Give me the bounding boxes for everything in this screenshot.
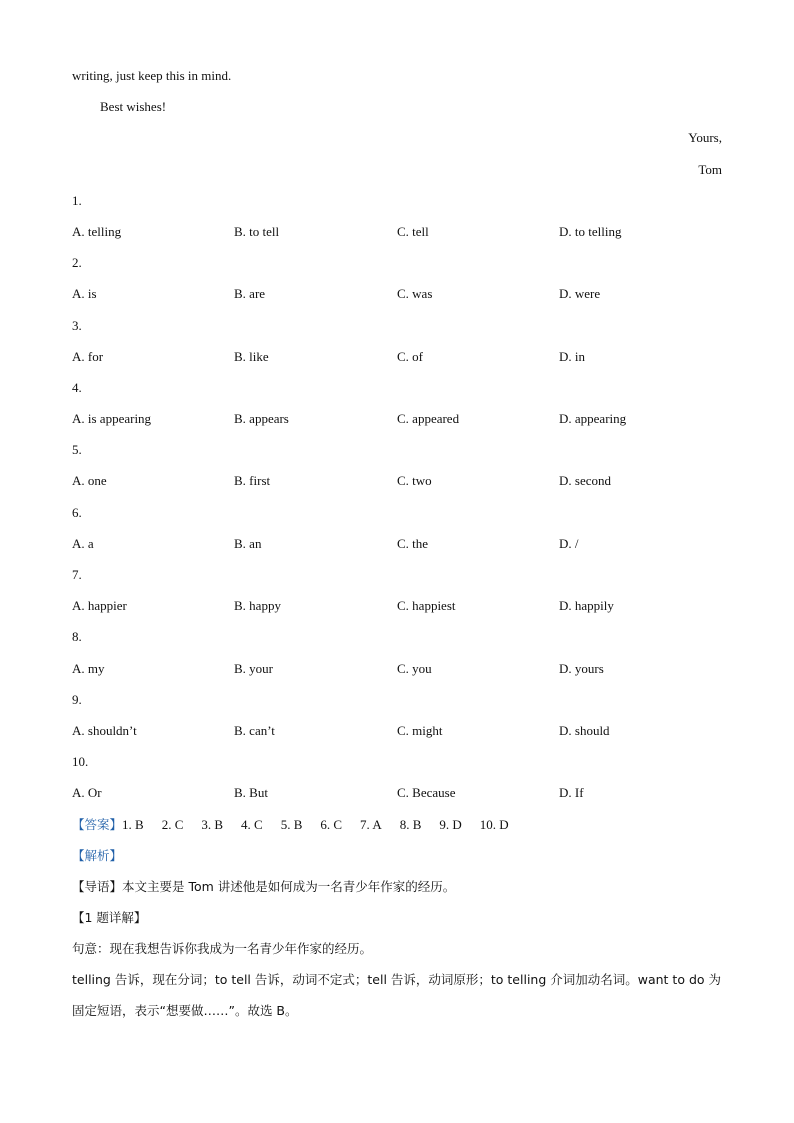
- option-a: A. is: [72, 286, 97, 302]
- option-c: C. of: [397, 348, 423, 364]
- option-a: A. happier: [72, 598, 127, 614]
- option-b: B. can’t: [234, 722, 275, 738]
- option-b: B. But: [234, 785, 268, 801]
- question-options: [72, 590, 722, 621]
- option-b: B. to tell: [234, 223, 280, 239]
- question-number: 5.: [72, 442, 82, 458]
- answer-key: [72, 809, 722, 840]
- option-c: C. two: [397, 473, 432, 489]
- question-options: [72, 341, 722, 372]
- option-c: C. Because: [397, 785, 456, 801]
- option-c: C. appeared: [397, 411, 460, 427]
- question-number: 2.: [72, 255, 82, 271]
- letter-sign-name: Tom: [698, 161, 722, 177]
- question-options: [72, 465, 722, 496]
- option-a: A. is appearing: [72, 411, 152, 427]
- answer-label: 【答案】: [72, 816, 123, 832]
- option-d: D. were: [559, 286, 601, 302]
- question-options: [72, 403, 722, 434]
- option-b: B. appears: [234, 411, 289, 427]
- option-d: D. in: [559, 348, 585, 364]
- option-d: D. second: [559, 473, 611, 489]
- question-number: 4.: [72, 379, 82, 395]
- answer-item: 9. D: [439, 816, 462, 832]
- answer-item: 5. B: [280, 816, 303, 832]
- answer-item: 7. A: [360, 816, 382, 832]
- question-number: 6.: [72, 504, 82, 520]
- guide-line: [72, 871, 722, 902]
- analysis-label: 【解析】: [72, 847, 123, 863]
- letter-wishes: Best wishes!: [100, 99, 167, 115]
- option-c: C. tell: [397, 223, 429, 239]
- option-d: D. should: [559, 722, 610, 738]
- answer-item: 10. D: [479, 816, 509, 832]
- question-options: [72, 278, 722, 309]
- option-d: D. to telling: [559, 223, 622, 239]
- guide-label: 【导语】: [72, 878, 123, 894]
- answer-item: 4. C: [241, 816, 263, 832]
- option-d: D. appearing: [559, 411, 627, 427]
- question-number: 1.: [72, 192, 82, 208]
- explanation-paragraph: telling 告诉，现在分词；to tell 告诉，动词不定式；tell 告诉，动词原形；to telling 介词加动名词。want to do 为固定短语，表示“想要做……”。故选 B。: [72, 972, 722, 1019]
- option-a: A. one: [72, 473, 107, 489]
- detail-heading: 【1 题详解】: [72, 910, 147, 926]
- question-number: 8.: [72, 629, 82, 645]
- answer-item: 1. B: [122, 816, 144, 832]
- question-number: 3.: [72, 317, 82, 333]
- option-b: B. your: [234, 660, 273, 676]
- option-b: B. happy: [234, 598, 281, 614]
- option-b: B. are: [234, 286, 266, 302]
- question-options: [72, 777, 722, 808]
- option-b: B. an: [234, 535, 262, 551]
- option-a: A. shouldn’t: [72, 722, 137, 738]
- question-options: [72, 528, 722, 559]
- letter-sign-yours: Yours,: [688, 130, 722, 146]
- analysis-heading: [72, 840, 722, 871]
- answer-item: 6. C: [320, 816, 343, 832]
- answer-item: 2. C: [161, 816, 184, 832]
- option-c: C. the: [397, 535, 429, 551]
- question-number: 7.: [72, 567, 82, 582]
- option-d: D. /: [559, 535, 579, 551]
- option-a: A. a: [72, 535, 94, 551]
- option-b: B. first: [234, 473, 271, 489]
- question-options: [72, 216, 722, 247]
- question-number: 10.: [72, 754, 89, 770]
- question-number: 9.: [72, 691, 82, 707]
- option-c: C. might: [397, 722, 443, 738]
- option-a: A. for: [72, 348, 104, 364]
- answer-item: 3. B: [201, 816, 224, 832]
- option-a: A. my: [72, 660, 105, 676]
- document-page: [72, 60, 722, 1026]
- question-list: [72, 185, 722, 809]
- guide-text: 本文主要是 Tom 讲述他是如何成为一名青少年作家的经历。: [122, 878, 456, 894]
- question-options: [72, 653, 722, 684]
- option-d: D. happily: [559, 598, 614, 614]
- option-a: A. telling: [72, 223, 122, 239]
- sentence-meaning: 句意：现在我想告诉你我成为一名青少年作家的经历。: [72, 941, 373, 957]
- question-options: [72, 715, 722, 746]
- option-b: B. like: [234, 348, 269, 364]
- letter-closing-text: writing, just keep this in mind.: [72, 68, 232, 83]
- option-a: A. Or: [72, 785, 102, 801]
- option-d: D. yours: [559, 660, 604, 676]
- option-c: C. you: [397, 660, 432, 676]
- option-c: C. happiest: [397, 598, 456, 614]
- option-d: D. If: [559, 785, 584, 801]
- answer-item: 8. B: [399, 816, 422, 832]
- option-c: C. was: [397, 286, 433, 302]
